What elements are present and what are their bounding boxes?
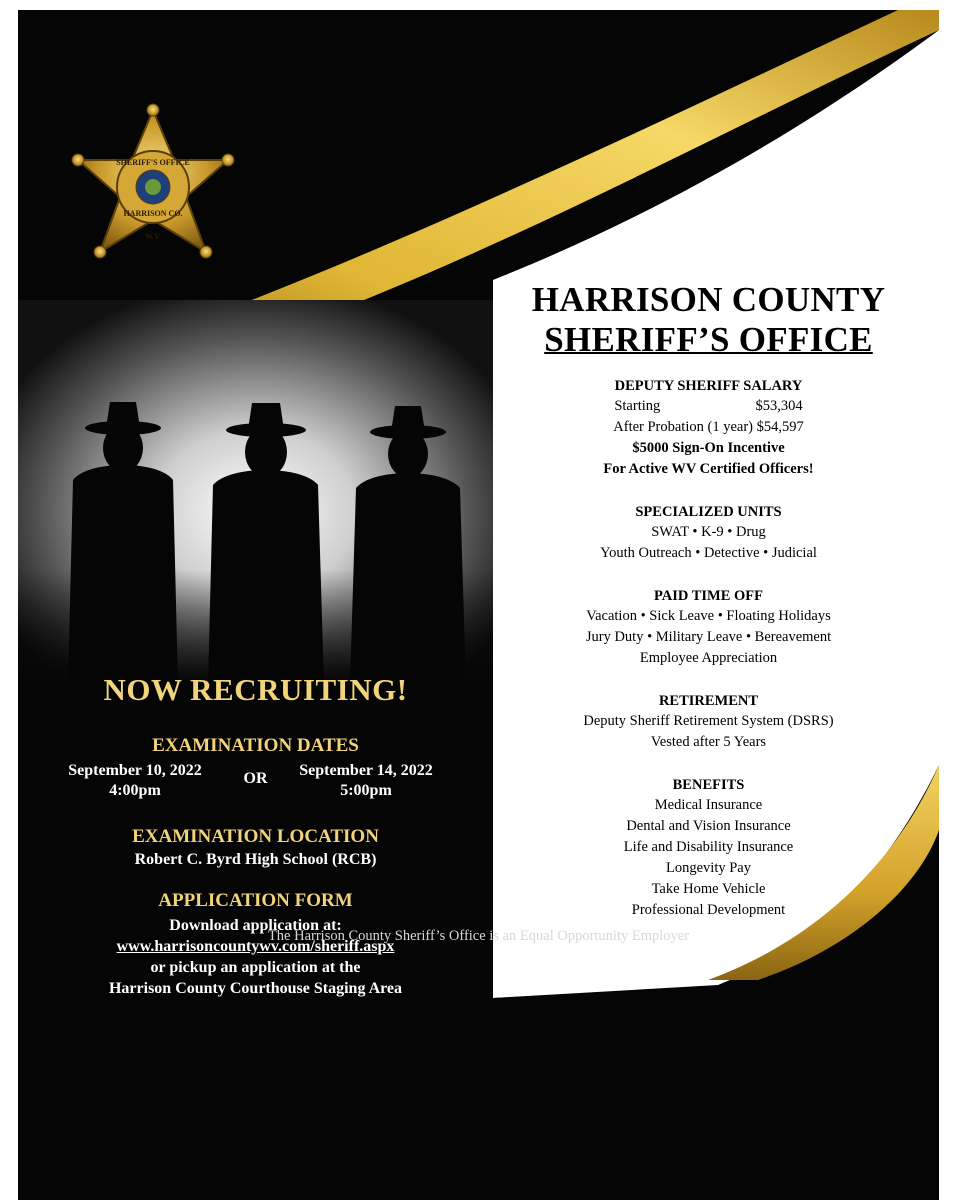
- retirement-line-2: Vested after 5 Years: [650, 734, 767, 750]
- badge-mid-text: HARRISON CO.: [123, 209, 183, 218]
- exam-date-1: [60, 761, 210, 801]
- incentive-note: For Active WV Certified Officers!: [603, 461, 814, 477]
- salary-probation-value: $54,597: [756, 419, 804, 435]
- application-url-link[interactable]: www.harrisoncountywv.com/sheriff.aspx: [116, 938, 395, 955]
- examination-location-heading: EXAMINATION LOCATION: [132, 826, 379, 847]
- exam-date-2: [281, 761, 451, 801]
- badge-bottom-text: W.V.: [144, 232, 162, 241]
- badge-top-text: SHERIFF'S OFFICE: [116, 158, 190, 167]
- examination-dates-heading: EXAMINATION DATES: [152, 735, 359, 756]
- retirement-line-1: Deputy Sheriff Retirement System (DSRS): [583, 713, 834, 729]
- units-line-2: Youth Outreach • Detective • Judicial: [600, 545, 817, 561]
- pto-heading: PAID TIME OFF: [653, 588, 764, 604]
- silhouette-photo: [18, 300, 493, 685]
- exam-date-1-date: September 10, 2022: [68, 762, 202, 779]
- sheriff-star-badge-icon: [68, 92, 238, 282]
- benefit-item: Take Home Vehicle: [651, 881, 766, 897]
- salary-probation-row: [496, 417, 921, 438]
- benefit-item: Medical Insurance: [654, 797, 763, 813]
- exam-date-2-time: 5:00pm: [340, 782, 392, 799]
- application-form-heading: APPLICATION FORM: [158, 890, 353, 911]
- units-line-1: SWAT • K-9 • Drug: [651, 524, 766, 540]
- examination-location: Robert C. Byrd High School (RCB): [134, 851, 377, 868]
- pto-line-3: Employee Appreciation: [639, 650, 778, 666]
- benefit-item: Professional Development: [631, 902, 786, 918]
- exam-date-1-time: 4:00pm: [109, 782, 161, 799]
- pto-line-2: Jury Duty • Military Leave • Bereavement: [585, 629, 832, 645]
- download-text: Download application at:: [169, 917, 342, 934]
- salary-starting-value: $53,304: [755, 398, 803, 414]
- units-heading: SPECIALIZED UNITS: [635, 504, 782, 520]
- equal-opportunity-footer: The Harrison County Sheriff’s Office is an Equal Opportunity Employer: [267, 928, 690, 944]
- benefit-item: Dental and Vision Insurance: [626, 818, 791, 834]
- benefit-item: Longevity Pay: [666, 860, 751, 876]
- retirement-heading: RETIREMENT: [658, 693, 759, 709]
- title-line-2: SHERIFF’S OFFICE: [544, 320, 873, 359]
- salary-starting-label: Starting: [614, 398, 661, 414]
- or-separator: OR: [243, 770, 268, 787]
- exam-date-2-date: September 14, 2022: [299, 762, 433, 779]
- title-line-1: HARRISON COUNTY: [531, 280, 886, 319]
- pto-line-1: Vacation • Sick Leave • Floating Holidays: [586, 608, 831, 624]
- benefits-heading: BENEFITS: [672, 777, 745, 793]
- recruitment-flyer: [18, 10, 939, 1200]
- sign-on-incentive: $5000 Sign-On Incentive: [632, 440, 785, 456]
- salary-heading: DEPUTY SHERIFF SALARY: [614, 378, 803, 394]
- salary-starting-row: [496, 396, 921, 417]
- benefit-item: Life and Disability Insurance: [623, 839, 794, 855]
- salary-probation-label: After Probation (1 year): [613, 419, 753, 435]
- pickup-place: Harrison County Courthouse Staging Area: [108, 980, 403, 997]
- details-panel: [496, 280, 921, 921]
- now-recruiting-heading: NOW RECRUITING!: [103, 672, 408, 707]
- pickup-text: or pickup an application at the: [150, 959, 361, 976]
